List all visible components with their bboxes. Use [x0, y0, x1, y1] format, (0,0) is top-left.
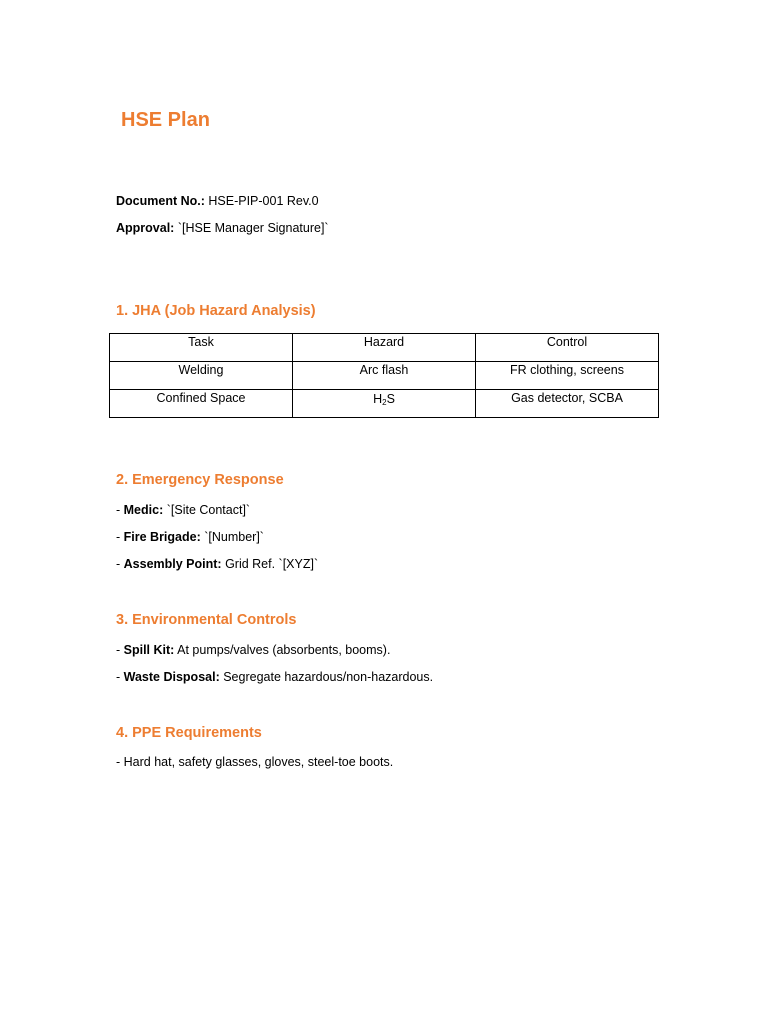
environmental-heading: 3. Environmental Controls [116, 612, 297, 628]
h2s-chemical-formula: $H_2S$ [373, 392, 395, 407]
list-item: - Assembly Point: Grid Ref. `[XYZ]` [116, 557, 319, 571]
table-header-cell: Task [110, 334, 293, 362]
table-header-cell: Control [476, 334, 659, 362]
approval-value: `[HSE Manager Signature]` [177, 221, 329, 235]
document-number-value: HSE-PIP-001 Rev.0 [208, 194, 319, 208]
emergency-heading: 2. Emergency Response [116, 472, 284, 488]
list-item: - Spill Kit: At pumps/valves (absorbents, booms). [116, 643, 391, 657]
table-cell: FR clothing, screens [476, 362, 659, 390]
table-cell: Welding [110, 362, 293, 390]
table-cell: Arc flash [293, 362, 476, 390]
document-number-label: Document No.: [116, 194, 205, 208]
table-header-cell: Hazard [293, 334, 476, 362]
list-item: - Hard hat, safety glasses, gloves, steel-toe boots. [116, 755, 394, 769]
table-row [110, 390, 659, 418]
table-header-row [110, 334, 659, 362]
document-title: HSE Plan [121, 109, 210, 131]
list-item: - Medic: `[Site Contact]` [116, 503, 251, 517]
approval-line [116, 220, 329, 236]
jha-heading: 1. JHA (Job Hazard Analysis) [116, 303, 316, 319]
table-cell [293, 390, 476, 418]
list-item: - Waste Disposal: Segregate hazardous/non-hazardous. [116, 670, 434, 684]
table-row [110, 362, 659, 390]
list-item: - Fire Brigade: `[Number]` [116, 530, 264, 544]
jha-table [109, 333, 659, 418]
table-cell: Gas detector, SCBA [476, 390, 659, 418]
document-number-line [116, 193, 319, 209]
ppe-heading: 4. PPE Requirements [116, 725, 262, 741]
approval-label: Approval: [116, 221, 175, 235]
table-cell: Confined Space [110, 390, 293, 418]
